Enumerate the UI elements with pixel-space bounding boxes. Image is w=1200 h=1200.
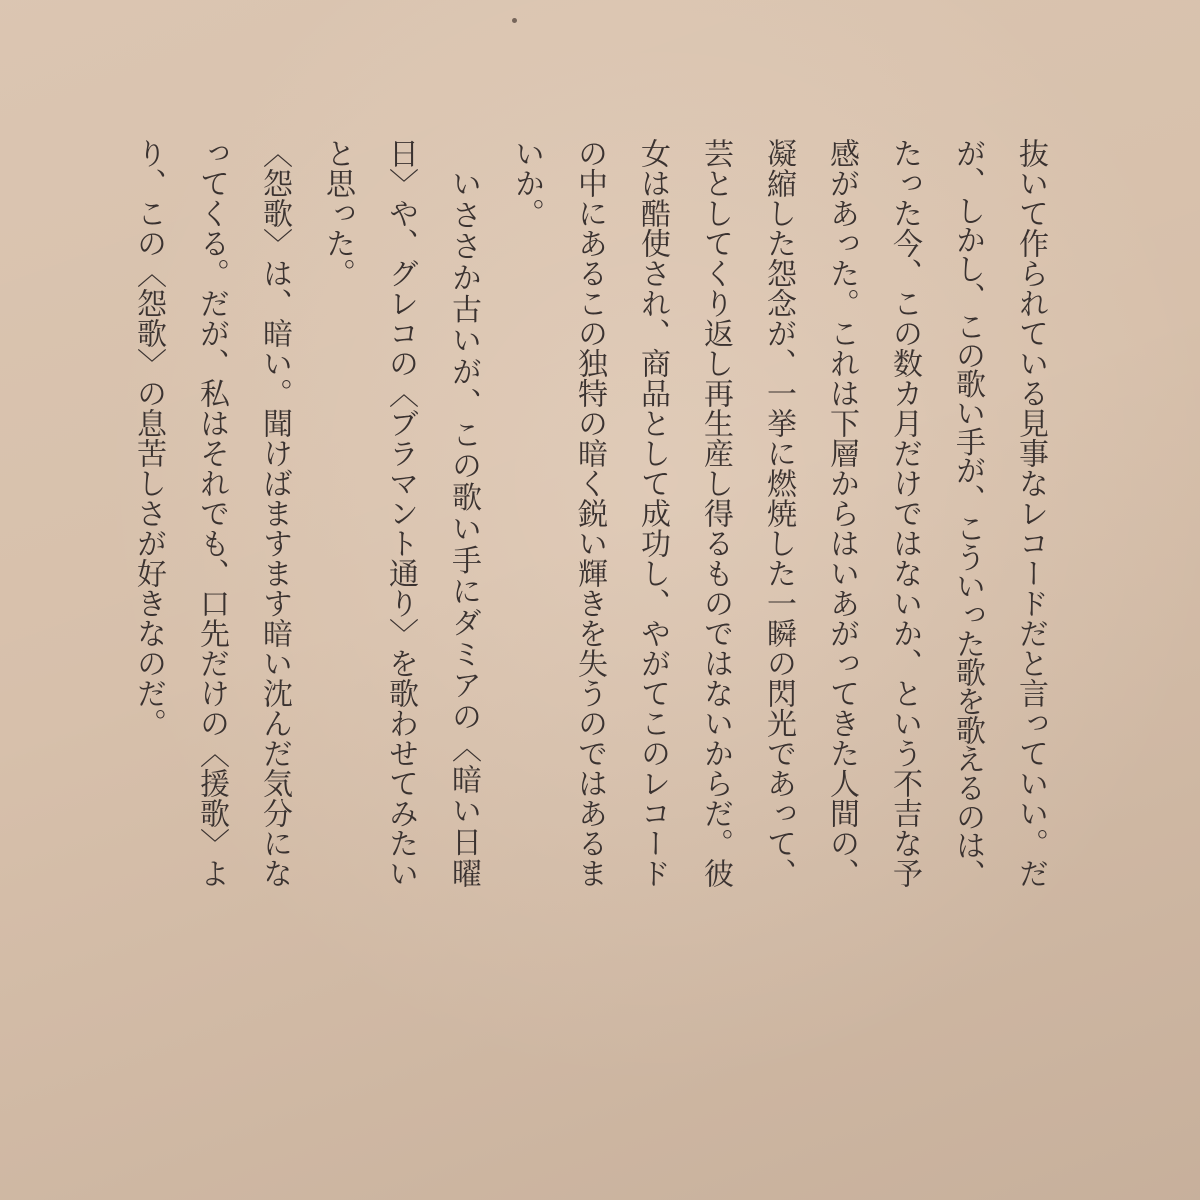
text-column-1: 抜いて作られている見事なレコードだと言っていい。だ <box>1013 138 1048 888</box>
text-column-14: ってくる。だが、私はそれでも、口先だけの〈援歌〉よ <box>194 138 229 888</box>
text-column-11: 日〉や、グレコの〈ブラマント通り〉を歌わせてみたい <box>383 138 418 888</box>
text-column-3: たった今、この数カ月だけではないか、という不吉な予 <box>887 138 922 888</box>
text-column-12: と思った。 <box>320 138 355 288</box>
paper-speck <box>512 18 517 23</box>
vertical-text-block <box>117 138 1062 888</box>
text-column-9: いか。 <box>509 138 544 228</box>
text-column-2: が、しかし、この歌い手が、こういった歌を歌えるのは、 <box>950 138 985 888</box>
paragraph-3 <box>117 138 306 888</box>
paragraph-2 <box>306 138 495 888</box>
text-column-15: り、この〈怨歌〉の息苦しさが好きなのだ。 <box>131 138 166 738</box>
text-column-5: 凝縮した怨念が、一挙に燃焼した一瞬の閃光であって、 <box>761 138 796 888</box>
text-column-4: 感があった。これは下層からはいあがってきた人間の、 <box>824 138 859 888</box>
text-column-6: 芸としてくり返し再生産し得るものではないからだ。彼 <box>698 138 733 888</box>
text-column-13: 〈怨歌〉は、暗い。聞けばますます暗い沈んだ気分にな <box>257 138 292 888</box>
paragraph-1 <box>495 138 1062 888</box>
text-column-7: 女は酷使され、商品として成功し、やがてこのレコード <box>635 138 670 888</box>
text-column-10: いささか古いが、この歌い手にダミアの〈暗い日曜 <box>446 168 481 889</box>
text-column-8: の中にあるこの独特の暗く鋭い輝きを失うのではあるま <box>572 138 607 888</box>
